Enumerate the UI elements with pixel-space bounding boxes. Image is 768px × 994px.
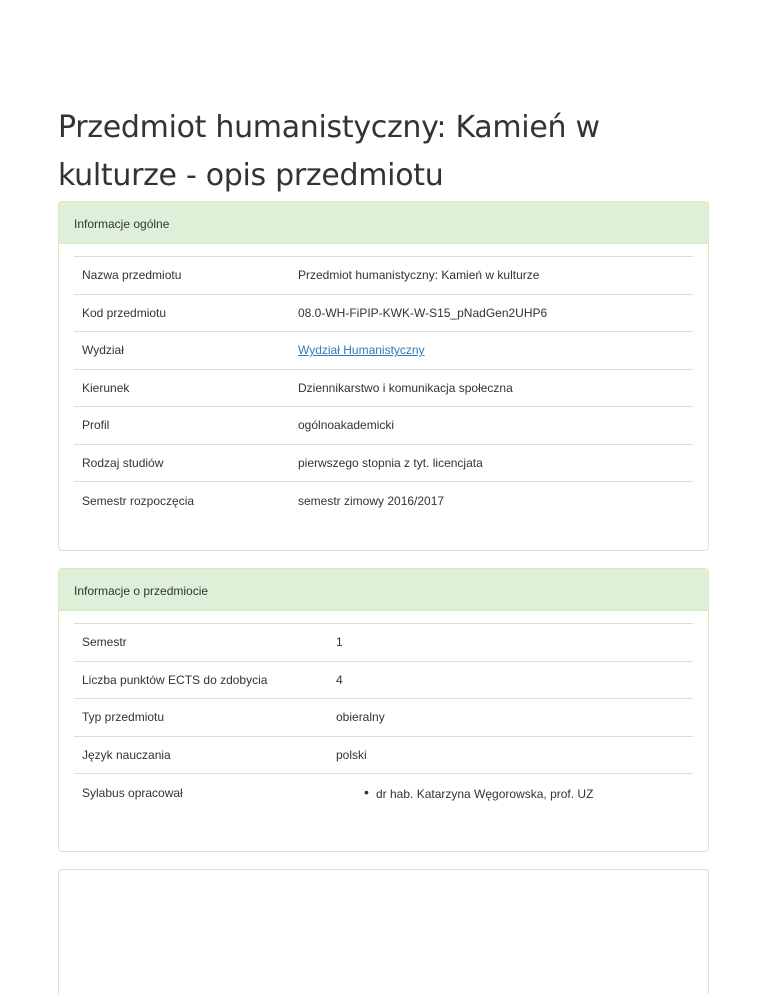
row-value: 1: [336, 635, 343, 650]
row-value: ogólnoakademicki: [298, 418, 395, 433]
general-info-heading: Informacje ogólne: [59, 202, 708, 244]
table-row: [74, 444, 693, 482]
row-value: Przedmiot humanistyczny: Kamień w kulturze: [298, 268, 540, 283]
row-value: polski: [336, 747, 367, 762]
table-row: [74, 294, 693, 332]
next-panel: [58, 869, 709, 994]
row-label: Język nauczania: [82, 747, 171, 762]
row-label: Profil: [82, 418, 110, 433]
row-label: Kierunek: [82, 380, 130, 395]
table-row: [74, 774, 693, 812]
row-label: Liczba punktów ECTS do zdobycia: [82, 672, 268, 687]
course-info-heading: Informacje o przedmiocie: [59, 569, 708, 611]
row-value: Dziennikarstwo i komunikacja społeczna: [298, 380, 513, 395]
table-row: [74, 624, 693, 662]
row-label: Kod przedmiotu: [82, 305, 167, 320]
row-label: Rodzaj studiów: [82, 455, 164, 470]
table-row: [74, 482, 693, 520]
row-label: Nazwa przedmiotu: [82, 268, 182, 283]
table-row: [74, 699, 693, 737]
bullet-icon: •: [364, 784, 369, 800]
row-value: 08.0-WH-FiPIP-KWK-W-S15_pNadGen2UHP6: [298, 305, 548, 320]
row-value: semestr zimowy 2016/2017: [298, 493, 445, 508]
general-info-panel: [58, 201, 709, 551]
row-value: obieralny: [336, 710, 385, 725]
course-info-panel: [58, 568, 709, 852]
row-label: Typ przedmiotu: [82, 710, 165, 725]
row-label: Sylabus opracował: [82, 786, 183, 800]
row-label: Wydział: [82, 343, 124, 358]
row-value: pierwszego stopnia z tyt. licencjata: [298, 455, 483, 470]
row-value: 4: [336, 672, 343, 687]
table-row: [74, 736, 693, 774]
author-name: dr hab. Katarzyna Węgorowska, prof. UZ: [376, 787, 594, 801]
page-title: Przedmiot humanistyczny: Kamień w kulturze - opis przedmiotu: [58, 110, 600, 193]
table-row: [74, 332, 693, 370]
list-item: [364, 784, 685, 801]
course-info-table: [74, 623, 693, 811]
table-row: [74, 257, 693, 295]
table-row: [74, 369, 693, 407]
row-label: Semestr rozpoczęcia: [82, 493, 195, 508]
table-row: [74, 661, 693, 699]
author-list: [336, 784, 685, 801]
row-label: Semestr: [82, 635, 127, 650]
table-row: [74, 407, 693, 445]
general-info-table: [74, 256, 693, 519]
faculty-link[interactable]: Wydział Humanistyczny: [298, 343, 425, 358]
